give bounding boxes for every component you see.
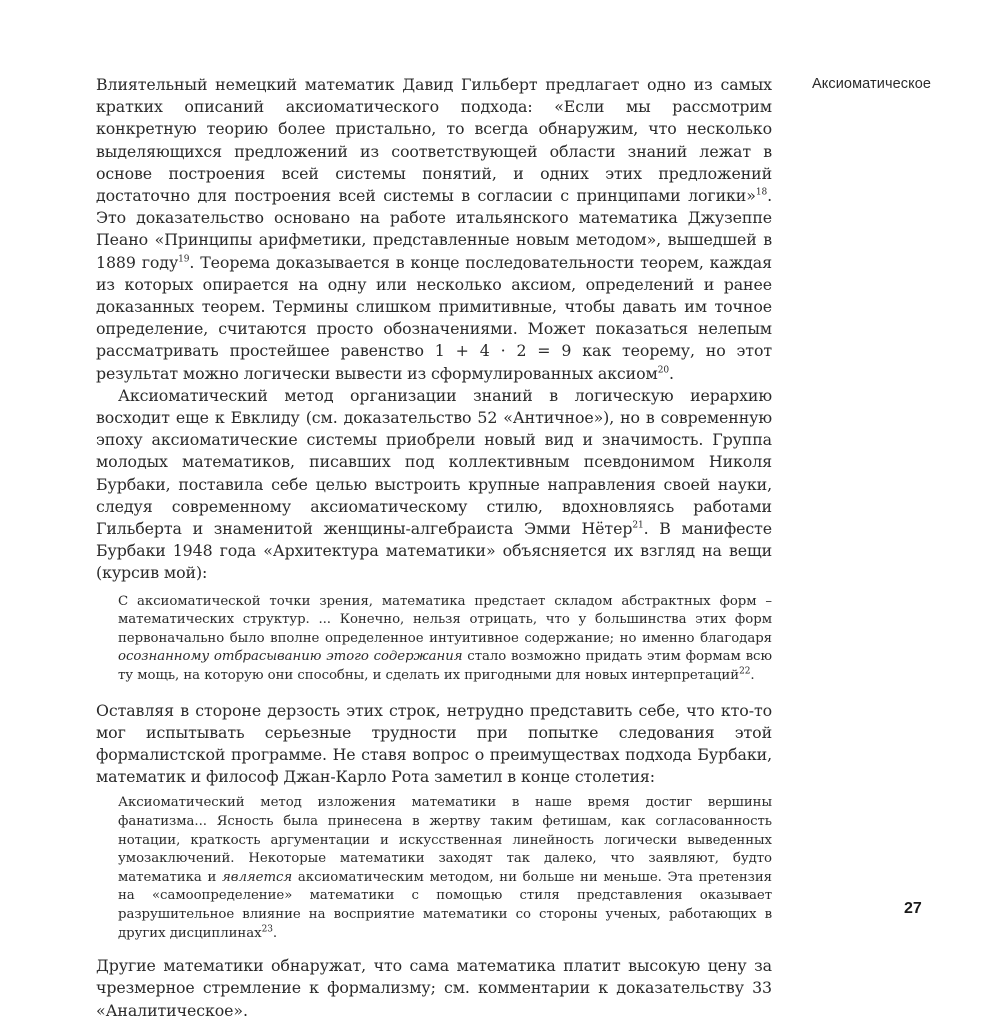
main-text-column bbox=[96, 74, 772, 1022]
footnote-ref: 21 bbox=[632, 520, 644, 531]
footnote-ref: 23 bbox=[261, 924, 273, 935]
text-span: аксиоматическим методом, ни больше ни меньше. Эта претензия на «самоопределение» математики с помощью стиля представления оказывает разрушительное влияние на восприятие математики со стороны ученых, работающих в других дисциплинах bbox=[118, 869, 772, 941]
text-span: С аксиоматической точки зрения, математика предстает складом абстрактных форм – математических структур. ... Конечно, нельзя отрицать, что у большинства этих форм первоначально было вполне определенное интуитивное содержание; но именно благодаря bbox=[118, 593, 772, 646]
text-span: Аксиоматический метод изложения математики в наше время достиг вершины фанатизма... Ясность была принесена в жертву таким фетишам, как согласованность нотации, краткость аргументации и искусственная линейность логически выведенных умозаключений. Некоторые математики заходят так далеко, что заявляют, будто математика и bbox=[118, 795, 772, 885]
paragraph-rota-intro bbox=[96, 700, 772, 789]
text-span: . bbox=[668, 363, 674, 383]
italic-span: является bbox=[222, 869, 293, 885]
text-span: . Теорема доказывается в конце последовательности теорем, каждая из которых опирается на одну или несколько аксиом, определений и ранее доказанных теорем. Термины слишком примитивные, чтобы давать им точное определение, считаются просто обозначениями. Может показаться нелепым рассматривать простейшее равенство 1 + 4 · 2 = 9 как теорему, но этот результат можно логически вывести из сформулированных аксиом bbox=[96, 252, 772, 383]
text-span: Другие математики обнаружат, что сама математика платит высокую цену за чрезмерное стремление к формализму; см. комментарии к доказательству 33 «Аналитическое». bbox=[96, 956, 772, 1020]
paragraph-hilbert bbox=[96, 74, 772, 385]
text-span: стало возможно придать этим формам всю ту мощь, на которую они способны, и сделать их пригодными для новых интерпретаций bbox=[118, 649, 772, 684]
footnote-ref: 20 bbox=[657, 365, 669, 376]
footnote-ref: 19 bbox=[178, 254, 190, 265]
text-span: . bbox=[272, 925, 278, 941]
text-span: . Это доказательство основано на работе итальянского математика Джузеппе Пеано «Принципы арифметики, представленные новым методом», вышедшей в 1889 году bbox=[96, 186, 772, 272]
text-span: . В манифесте Бурбаки 1948 года «Архитектура математики» объясняется их взгляд на вещи (курсив мой): bbox=[96, 519, 772, 583]
running-header-section-label: Аксиоматическое bbox=[812, 76, 932, 92]
italic-span: осознанному отбрасыванию этого содержания bbox=[118, 649, 463, 665]
paragraph-conclusion bbox=[96, 955, 772, 1022]
text-span: Оставляя в стороне дерзость этих строк, нетрудно представить себе, что кто-то мог испытывать серьезные трудности при попытке следования этой формалистской программе. Не ставя вопрос о преимуществах подхода Бурбаки, математик и философ Джан-Карло Рота заметил в конце столетия: bbox=[96, 700, 772, 787]
paragraph-bourbaki bbox=[96, 385, 772, 585]
text-span: Влиятельный немецкий математик Давид Гильберт предлагает одно из самых кратких описаний аксиоматического подхода: «Если мы рассмотрим конкретную теорию более пристально, то всегда обнаружим, что несколько выделяющихся предложений из соответствующей области знаний лежат в основе построения всей системы понятий, и одних этих предложений достаточно для построения всей системы в согласии с принципами логики» bbox=[96, 75, 772, 206]
quote-rota bbox=[118, 794, 772, 943]
page-number: 27 bbox=[904, 900, 922, 917]
text-span: Аксиоматический метод организации знаний в логическую иерархию восходит еще к Евклиду (см. доказательство 52 «Античное»), но в современную эпоху аксиоматические системы приобрели новый вид и значимость. Группа молодых математиков, писавших под коллективным псевдонимом Николя Бурбаки, поставила себе целью выстроить крупные направления своей науки, следуя современному аксиоматическому стилю, вдохновляясь работами Гильберта и знаменитой женщины-алгебраиста Эмми Нётер bbox=[96, 385, 772, 539]
footnote-ref: 18 bbox=[755, 187, 768, 198]
footnote-ref: 22 bbox=[739, 666, 751, 677]
quote-bourbaki bbox=[118, 593, 772, 686]
text-span: . bbox=[750, 668, 755, 684]
